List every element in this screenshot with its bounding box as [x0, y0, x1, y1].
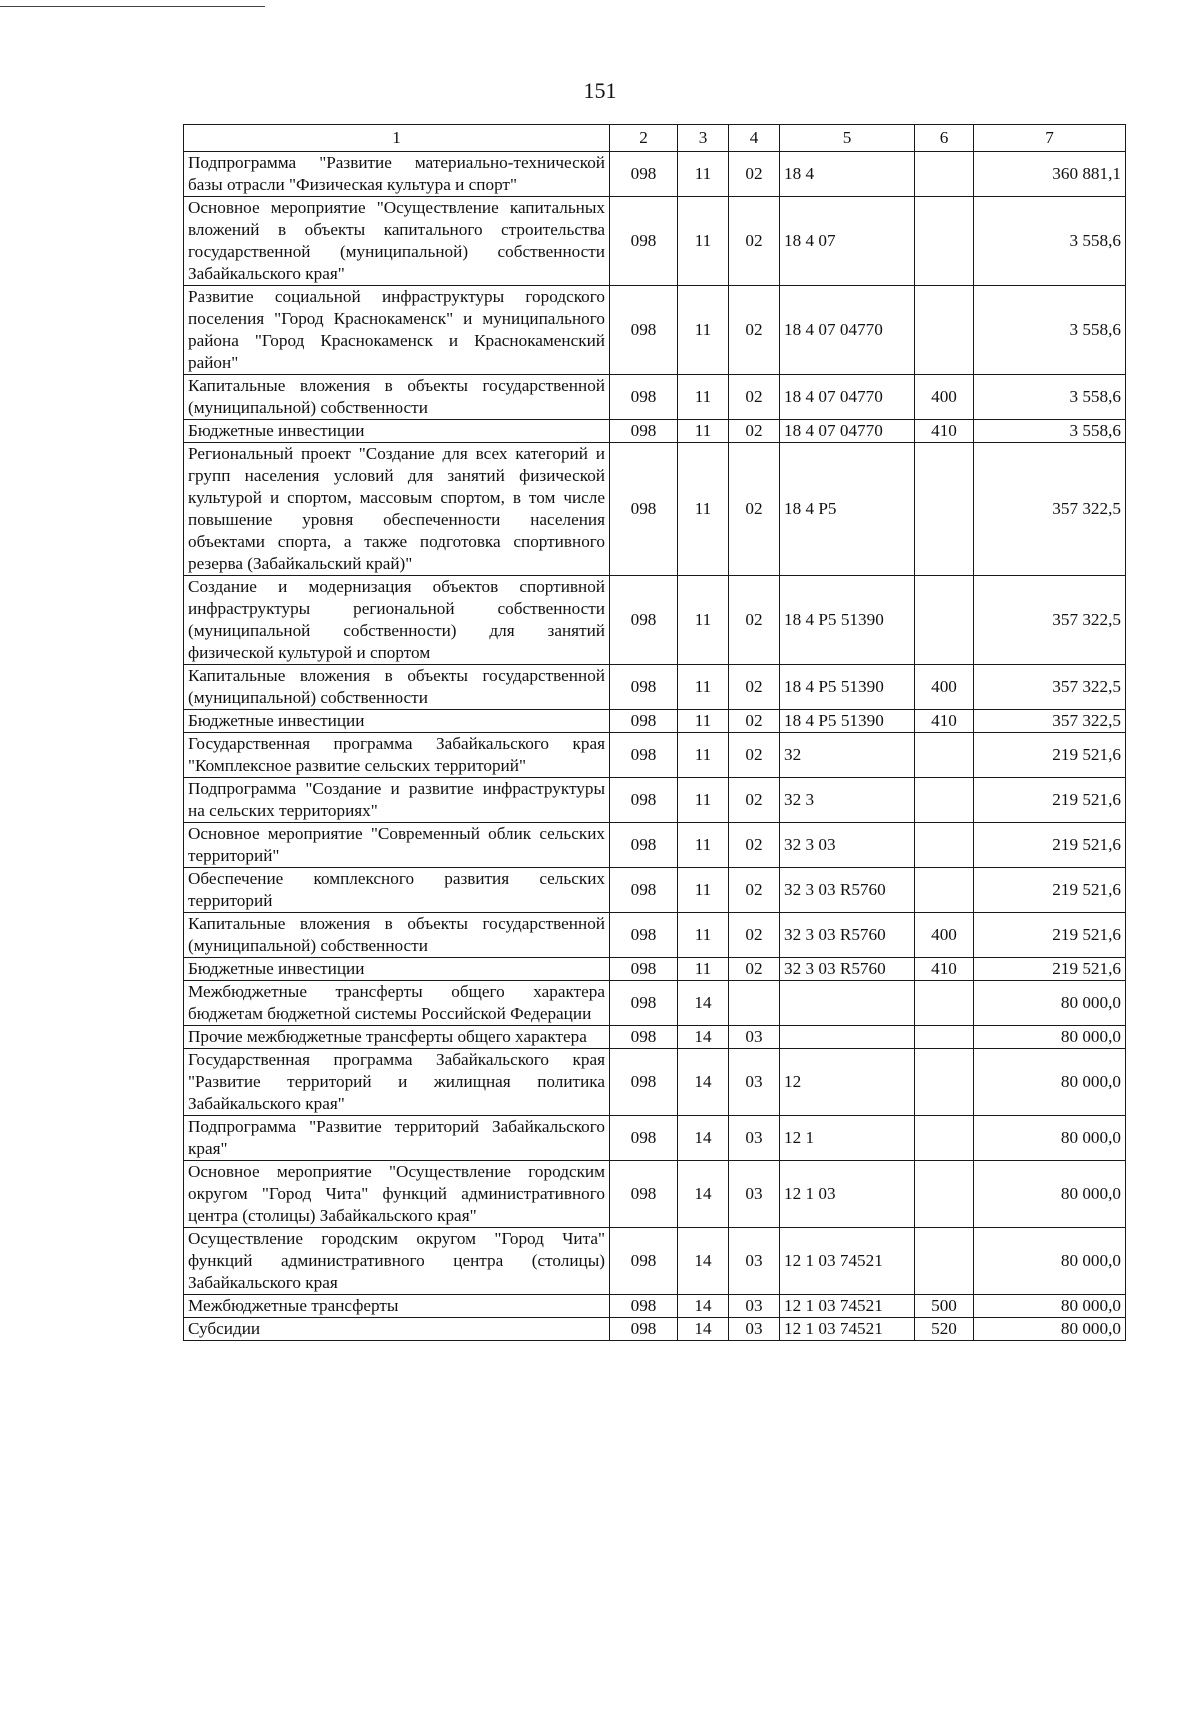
target-article-cell: 18 4 07: [780, 197, 915, 286]
section-cell: 11: [678, 665, 729, 710]
table-row: [184, 868, 1126, 913]
expense-type-cell: 410: [915, 710, 974, 733]
item-name-cell: Основное мероприятие "Современный облик сельских территорий": [184, 823, 610, 868]
amount-cell: 357 322,5: [974, 710, 1126, 733]
subsection-cell: 02: [729, 152, 780, 197]
table-row: [184, 1295, 1126, 1318]
amount-cell: 219 521,6: [974, 778, 1126, 823]
section-cell: 14: [678, 1318, 729, 1341]
amount-cell: 219 521,6: [974, 733, 1126, 778]
amount-cell: 80 000,0: [974, 1049, 1126, 1116]
ministry-code-cell: 098: [610, 443, 678, 576]
subsection-cell: 02: [729, 443, 780, 576]
ministry-code-cell: 098: [610, 913, 678, 958]
section-cell: 11: [678, 778, 729, 823]
header-cell: 6: [915, 125, 974, 152]
section-cell: 14: [678, 1026, 729, 1049]
amount-cell: 3 558,6: [974, 197, 1126, 286]
expense-type-cell: [915, 778, 974, 823]
item-name-cell: Капитальные вложения в объекты государственной (муниципальной) собственности: [184, 375, 610, 420]
target-article-cell: 18 4 P5 51390: [780, 710, 915, 733]
table-row: [184, 665, 1126, 710]
target-article-cell: 32 3 03 R5760: [780, 913, 915, 958]
target-article-cell: 12 1 03 74521: [780, 1318, 915, 1341]
expense-type-cell: 520: [915, 1318, 974, 1341]
amount-cell: 80 000,0: [974, 1161, 1126, 1228]
section-cell: 11: [678, 868, 729, 913]
subsection-cell: [729, 981, 780, 1026]
subsection-cell: 03: [729, 1318, 780, 1341]
expense-type-cell: 400: [915, 913, 974, 958]
item-name-cell: Развитие социальной инфраструктуры городского поселения "Город Краснокаменск" и муниципального района "Город Краснокаменск и Краснокаменский район": [184, 286, 610, 375]
header-cell: 5: [780, 125, 915, 152]
amount-cell: 3 558,6: [974, 286, 1126, 375]
subsection-cell: 03: [729, 1026, 780, 1049]
expense-type-cell: 410: [915, 420, 974, 443]
ministry-code-cell: 098: [610, 868, 678, 913]
amount-cell: 219 521,6: [974, 958, 1126, 981]
target-article-cell: 32 3 03: [780, 823, 915, 868]
ministry-code-cell: 098: [610, 1116, 678, 1161]
ministry-code-cell: 098: [610, 1026, 678, 1049]
item-name-cell: Создание и модернизация объектов спортивной инфраструктуры региональной собственности (муниципальной собственности) для занятий физической культурой и спортом: [184, 576, 610, 665]
expense-type-cell: [915, 197, 974, 286]
subsection-cell: 02: [729, 197, 780, 286]
amount-cell: 3 558,6: [974, 375, 1126, 420]
section-cell: 11: [678, 286, 729, 375]
expense-type-cell: [915, 868, 974, 913]
ministry-code-cell: 098: [610, 1161, 678, 1228]
expense-type-cell: [915, 1026, 974, 1049]
top-rule: [0, 6, 265, 7]
section-cell: 14: [678, 1116, 729, 1161]
header-cell: 7: [974, 125, 1126, 152]
amount-cell: 80 000,0: [974, 1026, 1126, 1049]
item-name-cell: Основное мероприятие "Осуществление капитальных вложений в объекты капитального строительства государственной (муниципальной) собственности Забайкальского края": [184, 197, 610, 286]
table-row: [184, 1026, 1126, 1049]
item-name-cell: Субсидии: [184, 1318, 610, 1341]
expense-type-cell: [915, 286, 974, 375]
target-article-cell: 18 4: [780, 152, 915, 197]
item-name-cell: Капитальные вложения в объекты государственной (муниципальной) собственности: [184, 913, 610, 958]
table-row: [184, 1318, 1126, 1341]
subsection-cell: 03: [729, 1049, 780, 1116]
item-name-cell: Бюджетные инвестиции: [184, 420, 610, 443]
amount-cell: 80 000,0: [974, 981, 1126, 1026]
amount-cell: 80 000,0: [974, 1295, 1126, 1318]
expense-type-cell: 410: [915, 958, 974, 981]
amount-cell: 360 881,1: [974, 152, 1126, 197]
section-cell: 11: [678, 958, 729, 981]
target-article-cell: 32 3: [780, 778, 915, 823]
subsection-cell: 02: [729, 733, 780, 778]
subsection-cell: 02: [729, 710, 780, 733]
table-row: [184, 778, 1126, 823]
ministry-code-cell: 098: [610, 576, 678, 665]
section-cell: 11: [678, 152, 729, 197]
table-row: [184, 733, 1126, 778]
ministry-code-cell: 098: [610, 958, 678, 981]
item-name-cell: Бюджетные инвестиции: [184, 958, 610, 981]
table-row: [184, 1049, 1126, 1116]
ministry-code-cell: 098: [610, 1228, 678, 1295]
amount-cell: 357 322,5: [974, 443, 1126, 576]
table-row: [184, 1116, 1126, 1161]
expense-type-cell: 400: [915, 665, 974, 710]
table-row: [184, 420, 1126, 443]
target-article-cell: 32: [780, 733, 915, 778]
table-row: [184, 443, 1126, 576]
subsection-cell: 03: [729, 1228, 780, 1295]
subsection-cell: 02: [729, 665, 780, 710]
item-name-cell: Осуществление городским округом "Город Чита" функций административного центра (столицы) Забайкальского края: [184, 1228, 610, 1295]
item-name-cell: Подпрограмма "Развитие территорий Забайкальского края": [184, 1116, 610, 1161]
subsection-cell: 02: [729, 868, 780, 913]
amount-cell: 357 322,5: [974, 576, 1126, 665]
item-name-cell: Межбюджетные трансферты общего характера бюджетам бюджетной системы Российской Федерации: [184, 981, 610, 1026]
expense-type-cell: [915, 1049, 974, 1116]
table-row: [184, 913, 1126, 958]
target-article-cell: [780, 1026, 915, 1049]
amount-cell: 80 000,0: [974, 1318, 1126, 1341]
expense-type-cell: 400: [915, 375, 974, 420]
target-article-cell: 12 1 03: [780, 1161, 915, 1228]
ministry-code-cell: 098: [610, 1318, 678, 1341]
target-article-cell: 12 1: [780, 1116, 915, 1161]
target-article-cell: 18 4 07 04770: [780, 375, 915, 420]
target-article-cell: 32 3 03 R5760: [780, 868, 915, 913]
table-row: [184, 710, 1126, 733]
amount-cell: 219 521,6: [974, 913, 1126, 958]
ministry-code-cell: 098: [610, 665, 678, 710]
ministry-code-cell: 098: [610, 823, 678, 868]
expense-type-cell: [915, 1161, 974, 1228]
header-cell: 2: [610, 125, 678, 152]
item-name-cell: Капитальные вложения в объекты государственной (муниципальной) собственности: [184, 665, 610, 710]
table-row: [184, 197, 1126, 286]
expense-type-cell: [915, 576, 974, 665]
expense-type-cell: [915, 981, 974, 1026]
section-cell: 14: [678, 1295, 729, 1318]
section-cell: 11: [678, 913, 729, 958]
ministry-code-cell: 098: [610, 778, 678, 823]
ministry-code-cell: 098: [610, 375, 678, 420]
ministry-code-cell: 098: [610, 733, 678, 778]
header-cell: 3: [678, 125, 729, 152]
target-article-cell: 18 4 07 04770: [780, 420, 915, 443]
target-article-cell: 18 4 P5 51390: [780, 576, 915, 665]
section-cell: 14: [678, 1049, 729, 1116]
expense-type-cell: [915, 733, 974, 778]
expense-type-cell: [915, 1116, 974, 1161]
amount-cell: 357 322,5: [974, 665, 1126, 710]
section-cell: 14: [678, 981, 729, 1026]
section-cell: 11: [678, 197, 729, 286]
target-article-cell: 18 4 P5: [780, 443, 915, 576]
target-article-cell: 12: [780, 1049, 915, 1116]
table-row: [184, 823, 1126, 868]
item-name-cell: Подпрограмма "Создание и развитие инфраструктуры на сельских территориях": [184, 778, 610, 823]
section-cell: 14: [678, 1228, 729, 1295]
section-cell: 11: [678, 576, 729, 665]
table-row: [184, 981, 1126, 1026]
amount-cell: 80 000,0: [974, 1116, 1126, 1161]
subsection-cell: 03: [729, 1295, 780, 1318]
item-name-cell: Бюджетные инвестиции: [184, 710, 610, 733]
subsection-cell: 03: [729, 1161, 780, 1228]
item-name-cell: Региональный проект "Создание для всех категорий и групп населения условий для занятий физической культурой и спортом, массовым спортом, в том числе повышение уровня обеспеченности населения объектами спорта, а также подготовка спортивного резерва (Забайкальский край)": [184, 443, 610, 576]
page-number: 151: [583, 78, 617, 103]
section-cell: 11: [678, 420, 729, 443]
item-name-cell: Обеспечение комплексного развития сельских территорий: [184, 868, 610, 913]
item-name-cell: Межбюджетные трансферты: [184, 1295, 610, 1318]
expense-type-cell: 500: [915, 1295, 974, 1318]
ministry-code-cell: 098: [610, 420, 678, 443]
section-cell: 14: [678, 1161, 729, 1228]
table-row: [184, 1161, 1126, 1228]
subsection-cell: 02: [729, 913, 780, 958]
budget-table: [183, 124, 1126, 1341]
section-cell: 11: [678, 733, 729, 778]
expense-type-cell: [915, 823, 974, 868]
expense-type-cell: [915, 152, 974, 197]
table-row: [184, 152, 1126, 197]
table-row: [184, 1228, 1126, 1295]
subsection-cell: 02: [729, 778, 780, 823]
subsection-cell: 03: [729, 1116, 780, 1161]
amount-cell: 219 521,6: [974, 868, 1126, 913]
target-article-cell: [780, 981, 915, 1026]
item-name-cell: Государственная программа Забайкальского края "Комплексное развитие сельских территорий": [184, 733, 610, 778]
ministry-code-cell: 098: [610, 197, 678, 286]
expense-type-cell: [915, 1228, 974, 1295]
target-article-cell: 12 1 03 74521: [780, 1228, 915, 1295]
subsection-cell: 02: [729, 420, 780, 443]
ministry-code-cell: 098: [610, 152, 678, 197]
ministry-code-cell: 098: [610, 286, 678, 375]
ministry-code-cell: 098: [610, 1295, 678, 1318]
target-article-cell: 18 4 P5 51390: [780, 665, 915, 710]
subsection-cell: 02: [729, 823, 780, 868]
target-article-cell: 18 4 07 04770: [780, 286, 915, 375]
subsection-cell: 02: [729, 375, 780, 420]
section-cell: 11: [678, 375, 729, 420]
ministry-code-cell: 098: [610, 981, 678, 1026]
item-name-cell: Подпрограмма "Развитие материально-технической базы отрасли "Физическая культура и спорт": [184, 152, 610, 197]
amount-cell: 80 000,0: [974, 1228, 1126, 1295]
subsection-cell: 02: [729, 576, 780, 665]
item-name-cell: Основное мероприятие "Осуществление городским округом "Город Чита" функций административного центра (столицы) Забайкальского края": [184, 1161, 610, 1228]
header-row: [184, 125, 1126, 152]
table-row: [184, 576, 1126, 665]
section-cell: 11: [678, 443, 729, 576]
header-cell: 1: [184, 125, 610, 152]
target-article-cell: 32 3 03 R5760: [780, 958, 915, 981]
item-name-cell: Государственная программа Забайкальского края "Развитие территорий и жилищная политика Забайкальского края": [184, 1049, 610, 1116]
table-row: [184, 958, 1126, 981]
item-name-cell: Прочие межбюджетные трансферты общего характера: [184, 1026, 610, 1049]
amount-cell: 3 558,6: [974, 420, 1126, 443]
table-row: [184, 375, 1126, 420]
header-cell: 4: [729, 125, 780, 152]
ministry-code-cell: 098: [610, 710, 678, 733]
expense-type-cell: [915, 443, 974, 576]
section-cell: 11: [678, 710, 729, 733]
amount-cell: 219 521,6: [974, 823, 1126, 868]
ministry-code-cell: 098: [610, 1049, 678, 1116]
target-article-cell: 12 1 03 74521: [780, 1295, 915, 1318]
subsection-cell: 02: [729, 958, 780, 981]
section-cell: 11: [678, 823, 729, 868]
subsection-cell: 02: [729, 286, 780, 375]
table-row: [184, 286, 1126, 375]
